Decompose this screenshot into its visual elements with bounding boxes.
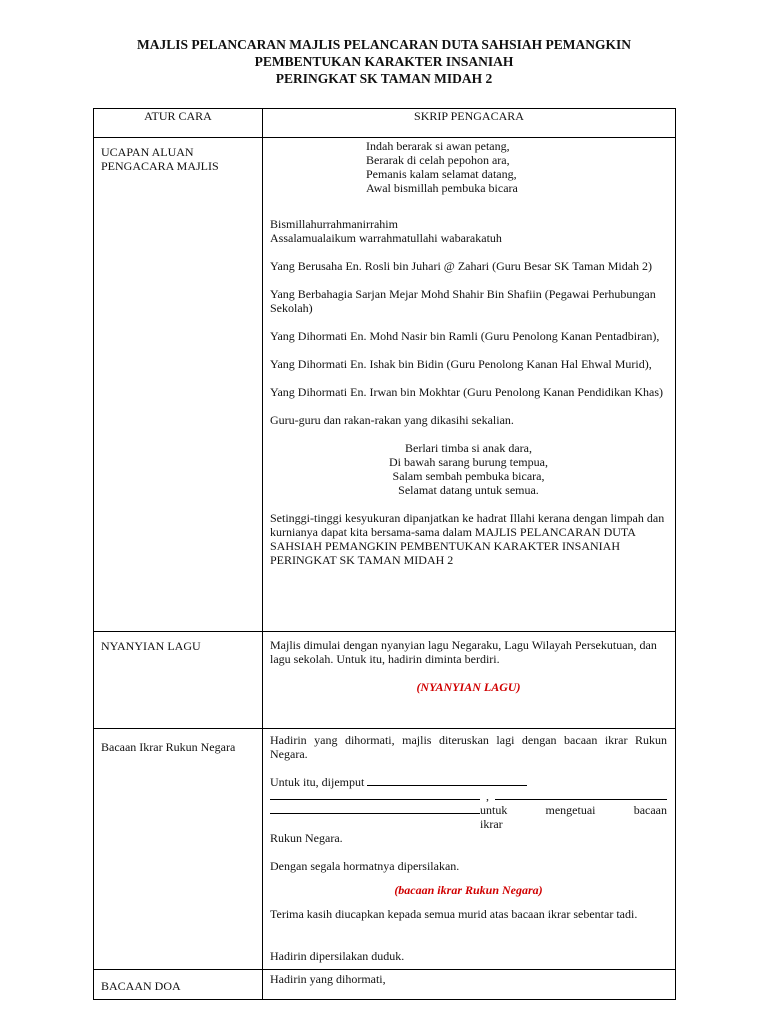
pantun-opening	[270, 139, 667, 195]
pantun-line: Indah berarak si awan petang,	[366, 139, 510, 153]
title-line-1: MAJLIS PELANCARAN MAJLIS PELANCARAN DUTA SAHSIAH PEMANGKIN	[136, 37, 632, 52]
teachers-greeting: Guru-guru dan rakan-rakan yang dikasihi sekalian.	[270, 413, 514, 427]
table-row	[94, 970, 676, 1000]
bismillah-text: Bismillahurrahmanirrahim	[270, 217, 398, 231]
pantun-line: Di bawah sarang burung tempua,	[389, 455, 548, 469]
name-blank	[270, 803, 480, 814]
pantun-welcome	[270, 441, 667, 497]
document-title	[0, 36, 768, 87]
program-table	[93, 108, 676, 1000]
row-label-nyanyian: NYANYIAN LAGU	[94, 632, 263, 729]
pantun-line: Selamat datang untuk semua.	[398, 483, 539, 497]
invite-suffix-line	[270, 803, 667, 831]
header-skrip-pengacara: SKRIP PENGACARA	[263, 109, 676, 138]
rukun-cue: (bacaan ikrar Rukun Negara)	[394, 883, 543, 897]
name-blank	[270, 789, 480, 800]
rukun-intro: Hadirin yang dihormati, majlis diteruskan lagi dengan bacaan ikrar Rukun Negara.	[270, 733, 667, 761]
please-text: Dengan segala hormatnya dipersilakan.	[270, 859, 460, 873]
nyanyian-cue: (NYANYIAN LAGU)	[416, 680, 521, 694]
header-atur-cara: ATUR CARA	[94, 109, 263, 138]
title-line-3: PERINGKAT SK TAMAN MIDAH 2	[275, 71, 493, 86]
invite-suffix: untuk mengetuai bacaan ikrar	[480, 803, 667, 831]
row-label-rukun-negara: Bacaan Ikrar Rukun Negara	[94, 729, 263, 970]
row-script-nyanyian	[263, 632, 676, 729]
invite-line	[270, 775, 667, 789]
row-script-ucapan	[263, 138, 676, 632]
invite-end: Rukun Negara.	[270, 831, 343, 845]
closing-paragraph: Setinggi-tinggi kesyukuran dipanjatkan ke hadrat Illahi kerana dengan limpah dan kurnianya dapat kita bersama-sama dalam MAJLIS PELANCARAN DUTA SAHSIAH PEMANGKIN PEMBENTUKAN KARAKTER INSANIAH PERINGKAT SK TAMAN MIDAH 2	[270, 511, 665, 567]
pantun-line: Pemanis kalam selamat datang,	[366, 167, 517, 181]
salutation-line: Yang Berusaha En. Rosli bin Juhari @ Zahari (Guru Besar SK Taman Midah 2)	[270, 259, 653, 273]
row-label-doa: BACAAN DOA	[94, 970, 263, 1000]
salutation-line: Yang Dihormati En. Irwan bin Mokhtar (Guru Penolong Kanan Pendidikan Khas)	[270, 385, 664, 399]
row-script-doa: Hadirin yang dihormati,	[263, 970, 676, 1000]
table-row	[94, 138, 676, 632]
thanks-text: Terima kasih diucapkan kepada semua murid atas bacaan ikrar sebentar tadi.	[270, 907, 638, 921]
name-blank	[495, 789, 667, 800]
salam-text: Assalamualaikum warrahmatullahi wabarakatuh	[270, 231, 502, 245]
table-row	[94, 632, 676, 729]
blank-comma: ,	[486, 789, 489, 803]
salutation-line: Yang Dihormati En. Mohd Nasir bin Ramli (Guru Penolong Kanan Pentadbiran),	[270, 329, 660, 343]
pantun-line: Berlari timba si anak dara,	[405, 441, 532, 455]
row-label-line: PENGACARA MAJLIS	[101, 159, 219, 173]
row-label-line: UCAPAN ALUAN	[101, 145, 194, 159]
sit-text: Hadirin dipersilakan duduk.	[270, 949, 405, 963]
pantun-line: Berarak di celah pepohon ara,	[366, 153, 510, 167]
pantun-line: Salam sembah pembuka bicara,	[392, 469, 545, 483]
table-header-row	[94, 109, 676, 138]
row-label-ucapan	[94, 138, 263, 632]
title-line-2: PEMBENTUKAN KARAKTER INSANIAH	[254, 54, 514, 69]
pantun-line: Awal bismillah pembuka bicara	[366, 181, 518, 195]
salutation-line: Yang Dihormati En. Ishak bin Bidin (Guru Penolong Kanan Hal Ehwal Murid),	[270, 357, 652, 371]
invite-blank-line	[270, 789, 667, 803]
salutation-line: Yang Berbahagia Sarjan Mejar Mohd Shahir Bin Shafiin (Pegawai Perhubungan Sekolah)	[270, 287, 656, 315]
name-blank	[367, 775, 527, 786]
row-script-rukun-negara	[263, 729, 676, 970]
nyanyian-instruction: Majlis dimulai dengan nyanyian lagu Negaraku, Lagu Wilayah Persekutuan, dan lagu sekolah. Untuk itu, hadirin diminta berdiri.	[270, 638, 657, 666]
invite-prefix: Untuk itu, dijemput	[270, 775, 365, 789]
table-row	[94, 729, 676, 970]
